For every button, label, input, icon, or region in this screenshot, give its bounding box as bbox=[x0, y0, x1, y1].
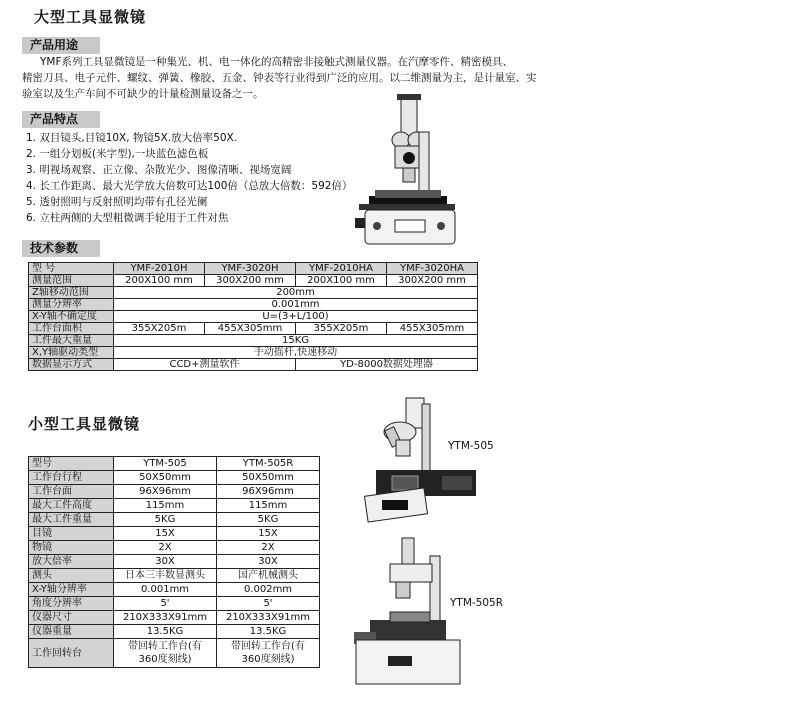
row-label: 数据显示方式 bbox=[29, 359, 114, 371]
table-cell: 30X bbox=[217, 555, 320, 569]
table-cell: 200X100 mm bbox=[296, 275, 387, 287]
table-row bbox=[29, 323, 478, 335]
table-cell: 355X205m bbox=[296, 323, 387, 335]
ymf-spec-table bbox=[28, 262, 478, 371]
table-row bbox=[29, 287, 478, 299]
table-row bbox=[29, 471, 320, 485]
table-cell: YMF-3020H bbox=[205, 263, 296, 275]
table-cell: 2X bbox=[114, 541, 217, 555]
row-label: 仪器重量 bbox=[29, 625, 114, 639]
table-cell: U=(3+L/100) bbox=[114, 311, 478, 323]
feature-item: 5. 透射照明与反射照明均带有孔径光阑 bbox=[26, 196, 208, 208]
table-cell: 96X96mm bbox=[217, 485, 320, 499]
usage-line: 验室以及生产车间不可缺少的计量检测量设备之一。 bbox=[22, 88, 264, 100]
table-cell: 455X305mm bbox=[205, 323, 296, 335]
table-row bbox=[29, 513, 320, 527]
table-cell: 15X bbox=[217, 527, 320, 541]
usage-line: 精密刀具、电子元件、螺纹、弹簧、橡胶、五金、钟表等行业得到广泛的应用。以二维测量为主，是计量室、实 bbox=[22, 72, 537, 84]
small-title: 小型工具显微镜 bbox=[28, 415, 141, 433]
table-cell: 手动摇杆,快速移动 bbox=[114, 347, 478, 359]
feature-item: 1. 双目镜头,目镜10X, 物镜5X.放大倍率50X. bbox=[26, 132, 238, 144]
ytm-spec-table bbox=[28, 456, 320, 668]
table-cell: 5KG bbox=[114, 513, 217, 527]
table-row bbox=[29, 639, 320, 668]
cell-line: 带回转工作台(有 bbox=[128, 641, 202, 652]
row-label: 测量范围 bbox=[29, 275, 114, 287]
row-label: Z轴移动范围 bbox=[29, 287, 114, 299]
table-row bbox=[29, 597, 320, 611]
table-cell: 国产机械测头 bbox=[217, 569, 320, 583]
row-label: 工作台行程 bbox=[29, 471, 114, 485]
big-title: 大型工具显微镜 bbox=[34, 8, 147, 26]
table-cell: 30X bbox=[114, 555, 217, 569]
row-label: 测头 bbox=[29, 569, 114, 583]
feature-item: 2. 一组分划板(米字型),一块蓝色滤色板 bbox=[26, 148, 209, 160]
table-cell bbox=[217, 639, 320, 668]
feature-item: 4. 长工作距离、最大光学放大倍数可达100倍（总放大倍数：592倍） bbox=[26, 180, 353, 192]
row-label: 角度分辨率 bbox=[29, 597, 114, 611]
table-cell: 210X333X91mm bbox=[114, 611, 217, 625]
row-label: 目镜 bbox=[29, 527, 114, 541]
row-label: 型 号 bbox=[29, 263, 114, 275]
row-label: 工件最大重量 bbox=[29, 335, 114, 347]
table-row bbox=[29, 263, 478, 275]
usage-header: 产品用途 bbox=[22, 37, 100, 54]
table-row bbox=[29, 555, 320, 569]
table-cell: 455X305mm bbox=[387, 323, 478, 335]
row-label: 最大工件重量 bbox=[29, 513, 114, 527]
table-cell: 355X205m bbox=[114, 323, 205, 335]
ytm-505r-caption: YTM-505R bbox=[450, 597, 504, 609]
table-cell: 115mm bbox=[114, 499, 217, 513]
feature-item: 3. 明视场观察、正立像、杂散光少、图像清晰、视场宽阔 bbox=[26, 164, 292, 176]
table-row bbox=[29, 569, 320, 583]
row-label: X-Y轴分辨率 bbox=[29, 583, 114, 597]
table-cell: 0.001mm bbox=[114, 583, 217, 597]
row-label: 最大工件高度 bbox=[29, 499, 114, 513]
row-label: 工作台面 bbox=[29, 485, 114, 499]
table-cell: 200mm bbox=[114, 287, 478, 299]
table-row bbox=[29, 457, 320, 471]
ymf-microscope-image bbox=[355, 92, 460, 250]
table-cell: 日本三丰数显测头 bbox=[114, 569, 217, 583]
table-cell: 5KG bbox=[217, 513, 320, 527]
table-cell: 15X bbox=[114, 527, 217, 541]
table-cell: YMF-2010HA bbox=[296, 263, 387, 275]
usage-line: YMF系列工具显微镜是一种集光、机、电一体化的高精密非接触式测量仪器。在汽摩零件、精密模具、 bbox=[40, 56, 514, 68]
table-cell: 300X200 mm bbox=[205, 275, 296, 287]
table-cell: 50X50mm bbox=[217, 471, 320, 485]
table-cell: 200X100 mm bbox=[114, 275, 205, 287]
table-cell: 50X50mm bbox=[114, 471, 217, 485]
table-cell: 5' bbox=[217, 597, 320, 611]
table-cell: YD-8000数据处理器 bbox=[296, 359, 478, 371]
table-cell: 300X200 mm bbox=[387, 275, 478, 287]
table-cell: 210X333X91mm bbox=[217, 611, 320, 625]
table-cell: 13.5KG bbox=[217, 625, 320, 639]
table-cell bbox=[114, 639, 217, 668]
table-row bbox=[29, 625, 320, 639]
table-cell: YMF-3020HA bbox=[387, 263, 478, 275]
table-row bbox=[29, 499, 320, 513]
features-list bbox=[26, 130, 352, 226]
table-cell: 2X bbox=[217, 541, 320, 555]
table-row bbox=[29, 299, 478, 311]
table-cell: 5' bbox=[114, 597, 217, 611]
table-row bbox=[29, 485, 320, 499]
table-row bbox=[29, 359, 478, 371]
table-cell: 13.5KG bbox=[114, 625, 217, 639]
table-cell: 96X96mm bbox=[114, 485, 217, 499]
table-row bbox=[29, 583, 320, 597]
features-header: 产品特点 bbox=[22, 111, 100, 128]
cell-line: 360度刻线) bbox=[241, 654, 295, 665]
table-cell: YTM-505R bbox=[217, 457, 320, 471]
row-label: 放大倍率 bbox=[29, 555, 114, 569]
table-cell: 115mm bbox=[217, 499, 320, 513]
row-label: X-Y轴不确定度 bbox=[29, 311, 114, 323]
ytm-505-caption: YTM-505 bbox=[448, 440, 494, 452]
table-row bbox=[29, 347, 478, 359]
table-cell: YMF-2010H bbox=[114, 263, 205, 275]
cell-line: 带回转工作台(有 bbox=[231, 641, 305, 652]
row-label: 型号 bbox=[29, 457, 114, 471]
table-row bbox=[29, 335, 478, 347]
row-label: 仪器尺寸 bbox=[29, 611, 114, 625]
row-label: 工作回转台 bbox=[29, 639, 114, 668]
cell-line: 360度刻线) bbox=[138, 654, 192, 665]
table-cell: CCD+测量软件 bbox=[114, 359, 296, 371]
table-row bbox=[29, 541, 320, 555]
table-cell: 15KG bbox=[114, 335, 478, 347]
row-label: 工作台面积 bbox=[29, 323, 114, 335]
table-row bbox=[29, 311, 478, 323]
table-cell: 0.002mm bbox=[217, 583, 320, 597]
row-label: X,Y轴驱动类型 bbox=[29, 347, 114, 359]
row-label: 测量分辨率 bbox=[29, 299, 114, 311]
feature-item: 6. 立柱两侧的大型粗微调手轮用于工件对焦 bbox=[26, 212, 229, 224]
ytm-505r-image bbox=[350, 536, 470, 688]
table-row bbox=[29, 275, 478, 287]
table-cell: 0.001mm bbox=[114, 299, 478, 311]
ytm-505-image bbox=[362, 396, 492, 526]
row-label: 物镜 bbox=[29, 541, 114, 555]
params-header: 技术参数 bbox=[22, 240, 100, 257]
table-row bbox=[29, 527, 320, 541]
table-row bbox=[29, 611, 320, 625]
table-cell: YTM-505 bbox=[114, 457, 217, 471]
